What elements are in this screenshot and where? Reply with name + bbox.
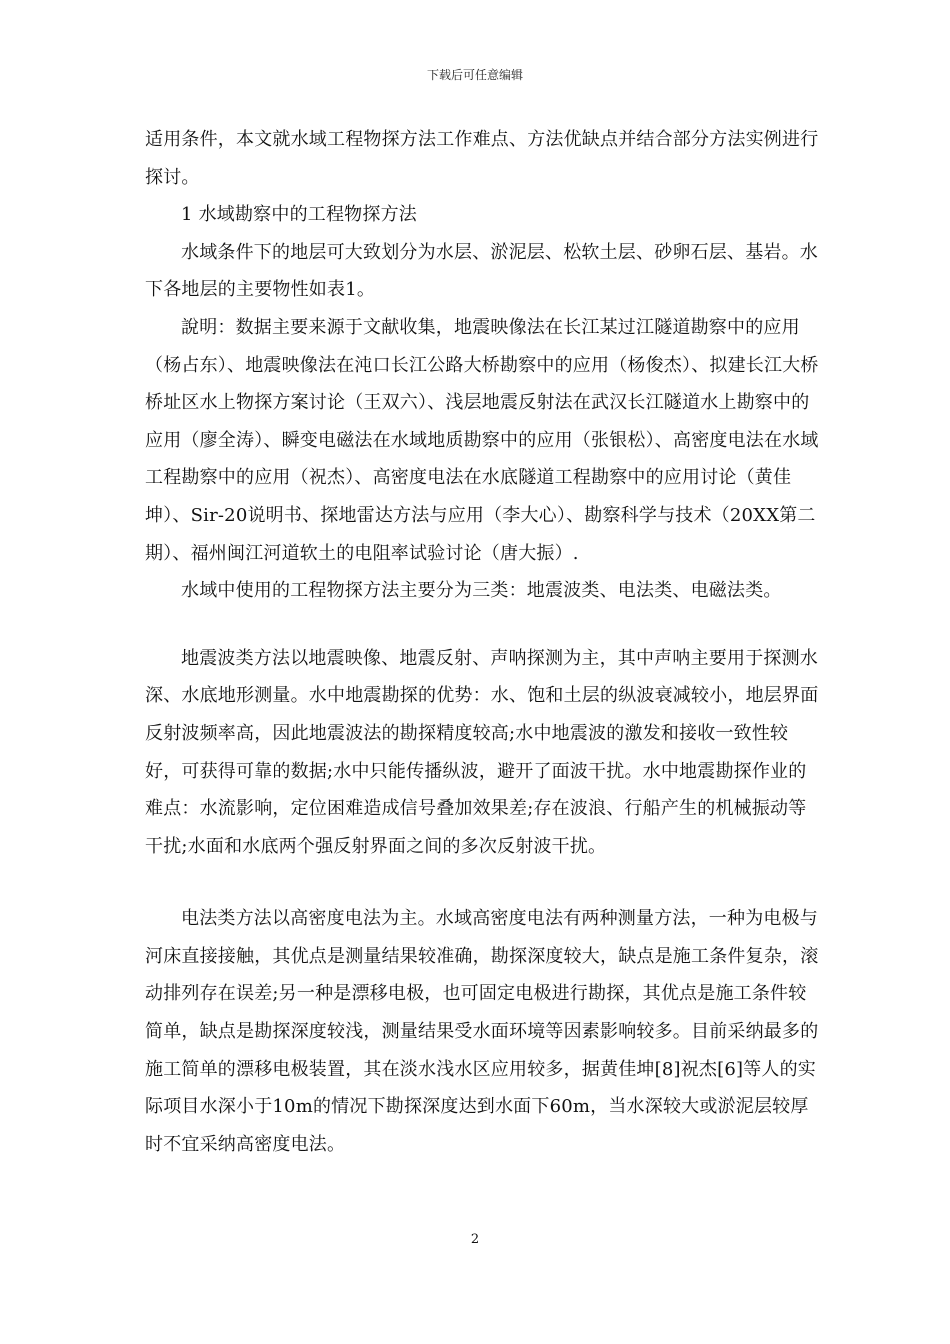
section-heading: 1 水域勘察中的工程物探方法 <box>181 204 417 226</box>
paragraph-strata: 水域条件下的地层可大致划分为水层、淤泥层、松软土层、砂卵石层、基岩。水下各地层的主要物性如表1。 <box>145 241 818 301</box>
paragraph-electrical-methods: 电法类方法以高密度电法为主。水域高密度电法有两种测量方法，一种为电极与河床直接接触，其优点是测量结果较准确，勘探深度较大，缺点是施工条件复杂，滚动排列存在误差;另一种是漂移电极，也可固定电极进行勘探，其优点是施工条件较简单，缺点是勘探深度较浅，测量结果受水面环境等因素影响较多。目前采纳最多的施工简单的漂移电极装置，其在淡水浅水区应用较多，据黄佳坤[8]祝杰[6]等人的实际项目水深小于10m的情况下勘探深度达到水面下60m，当水深较大或淤泥层较厚时不宜采纳高密度电法。 <box>145 908 819 1155</box>
page-header: 下载后可任意编辑 <box>426 68 523 82</box>
paragraph-sources-note: 說明：数据主要来源于文献收集，地震映像法在长江某过江隧道勘察中的应用（杨占东）、地震映像法在沌口长江公路大桥勘察中的应用（杨俊杰）、拟建长江大桥桥址区水上物探方案讨论（王双六）、浅层地震反射法在武汉长江隧道水上勘察中的应用（廖全涛）、瞬变电磁法在水域地质勘察中的应用（张银松）、高密度电法在水域工程勘察中的应用（祝杰）、高密度电法在水底隧道工程勘察中的应用讨论（黄佳坤）、Sir-20说明书、探地雷达方法与应用（李大心）、勘察科学与技术（20XX第二期）、福州闽江河道软土的电阻率试验讨论（唐大振）. <box>145 316 819 564</box>
paragraph-method-categories: 水域中使用的工程物探方法主要分为三类：地震波类、电法类、电磁法类。 <box>181 580 782 602</box>
paragraph-seismic-methods: 地震波类方法以地震映像、地震反射、声呐探测为主，其中声呐主要用于探测水深、水底地形测量。水中地震勘探的优势：水、饱和土层的纵波衰减较小，地层界面反射波频率高，因此地震波法的勘探精度较高;水中地震波的激发和接收一致性较好，可获得可靠的数据;水中只能传播纵波，避开了面波干扰。水中地震勘探作业的难点：水流影响，定位困难造成信号叠加效果差;存在波浪、行船产生的机械振动等干扰;水面和水底两个强反射界面之间的多次反射波干扰。 <box>145 647 819 857</box>
page-number: 2 <box>470 1232 480 1247</box>
document-body <box>145 121 821 1163</box>
paragraph-continuation: 适用条件，本文就水域工程物探方法工作难点、方法优缺点并结合部分方法实例进行探讨。 <box>145 129 819 188</box>
